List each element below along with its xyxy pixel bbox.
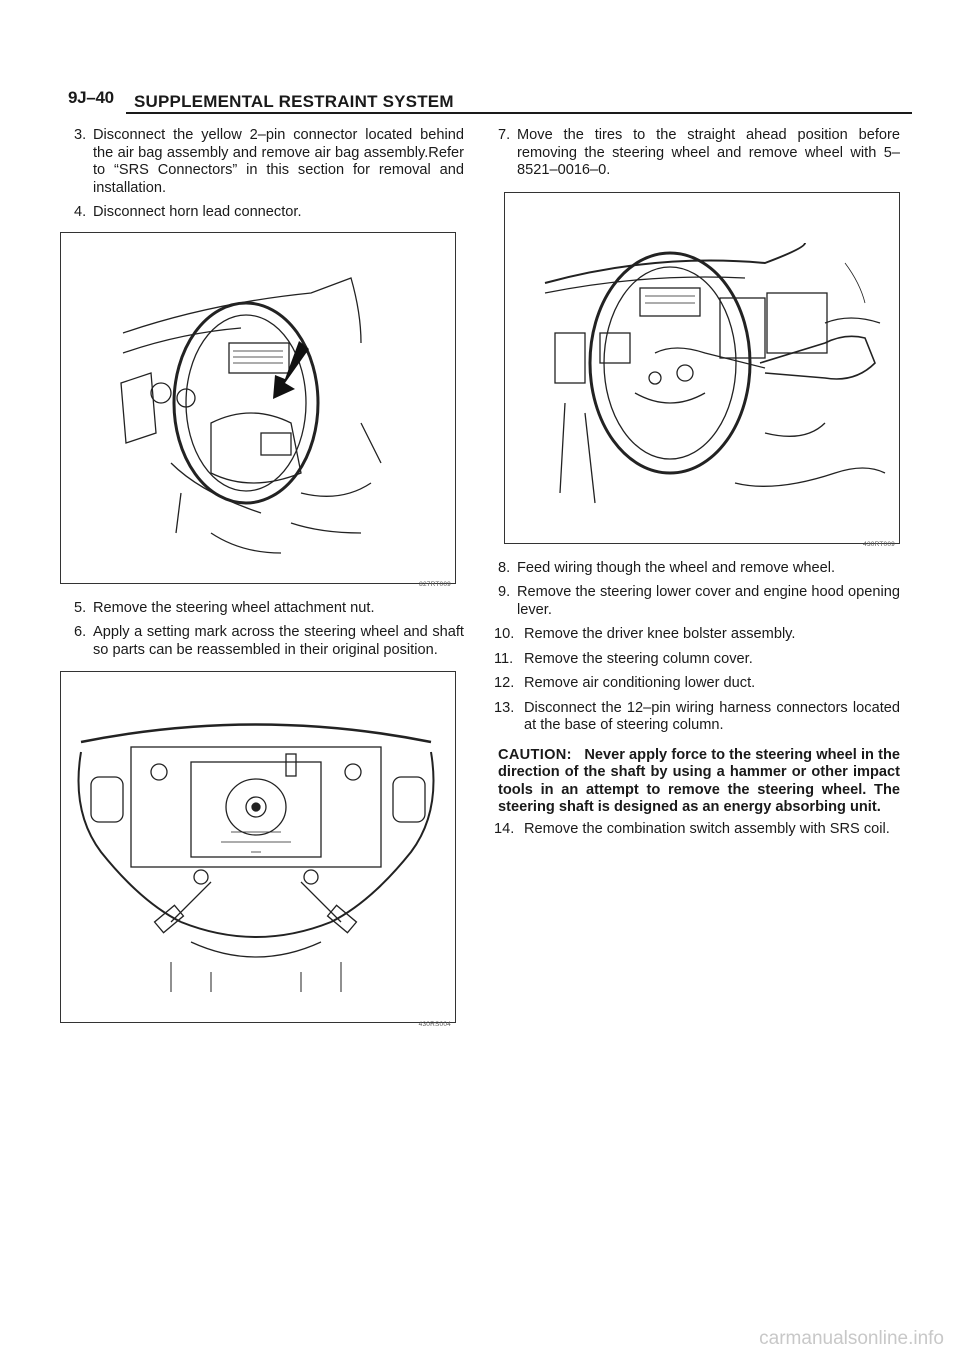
step-text: Remove the driver knee bolster assembly.: [524, 626, 796, 642]
step-number: 7.: [498, 127, 511, 143]
header-rule: [126, 112, 912, 114]
step-number: 4.: [74, 204, 87, 220]
figure-airbag-back: [60, 671, 456, 1028]
step-text: Remove the steering column cover.: [524, 650, 753, 667]
step-text: Disconnect the 12–pin wiring harness connectors located at the base of steering column.: [524, 699, 900, 733]
wheel-removal-illustration: [505, 193, 899, 543]
step-14: [494, 820, 900, 839]
figure-code: 430RT009: [863, 541, 895, 548]
step-text: Disconnect horn lead connector.: [93, 204, 302, 220]
step-11: [494, 650, 900, 669]
step-number: 14.: [494, 820, 515, 837]
step-number: 12.: [494, 675, 515, 691]
page-title: SUPPLEMENTAL RESTRAINT SYSTEM: [134, 92, 454, 111]
step-number: 5.: [74, 599, 87, 616]
left-column: [74, 127, 464, 1027]
pointer-arrow-icon: [273, 341, 309, 399]
step-number: 6.: [74, 624, 87, 640]
step-5: [74, 600, 464, 618]
step-text: Remove the steering wheel attachment nut.: [93, 599, 375, 616]
airbag-module-illustration: [61, 672, 455, 1022]
step-text: Disconnect the yellow 2–pin connector located behind the air bag assembly and remove air bag assembly.Refer to “SRS Connectors” in this section for removal and installation.: [93, 127, 464, 196]
step-text: Feed wiring though the wheel and remove wheel.: [517, 559, 836, 576]
step-number: 13.: [494, 699, 515, 716]
caution-label: CAUTION:: [498, 746, 572, 763]
right-column: [494, 127, 900, 845]
step-number: 10.: [494, 626, 515, 642]
step-number: 11.: [494, 650, 514, 667]
step-12: [494, 675, 900, 693]
step-text: Remove the steering lower cover and engine hood opening lever.: [517, 584, 900, 618]
step-number: 3.: [74, 127, 87, 143]
step-number: 9.: [498, 584, 511, 600]
steering-wheel-illustration: [61, 233, 455, 583]
step-6: [74, 624, 464, 659]
step-4: [74, 204, 464, 222]
section-number: 9J–40: [68, 88, 114, 107]
step-10: [494, 626, 900, 644]
figure-horn-connector: [60, 232, 456, 588]
figure-wheel-puller: [504, 192, 900, 548]
step-number: 8.: [498, 559, 511, 576]
caution-text: Never apply force to the steering wheel in the direction of the shaft by using a hammer or other impact tools in an attempt to remove the steering wheel. The steering shaft is designed as an energy absorbing unit.: [498, 746, 900, 815]
caution-note: [498, 747, 900, 817]
step-3: [74, 127, 464, 197]
step-13: [494, 699, 900, 735]
figure-code: 827RT009: [419, 581, 451, 588]
step-text: Remove air conditioning lower duct.: [524, 675, 756, 691]
step-text: Move the tires to the straight ahead position before removing the steering wheel and remove wheel with 5–8521–0016–0.: [517, 127, 900, 178]
step-7: [498, 127, 900, 180]
figure-code: 430RS004: [418, 1020, 451, 1028]
watermark: carmanualsonline.info: [759, 1328, 944, 1349]
step-9: [498, 584, 900, 619]
step-8: [498, 560, 900, 578]
step-text: Remove the combination switch assembly with SRS coil.: [524, 820, 890, 837]
step-text: Apply a setting mark across the steering wheel and shaft so parts can be reassembled in their original position.: [93, 624, 464, 658]
